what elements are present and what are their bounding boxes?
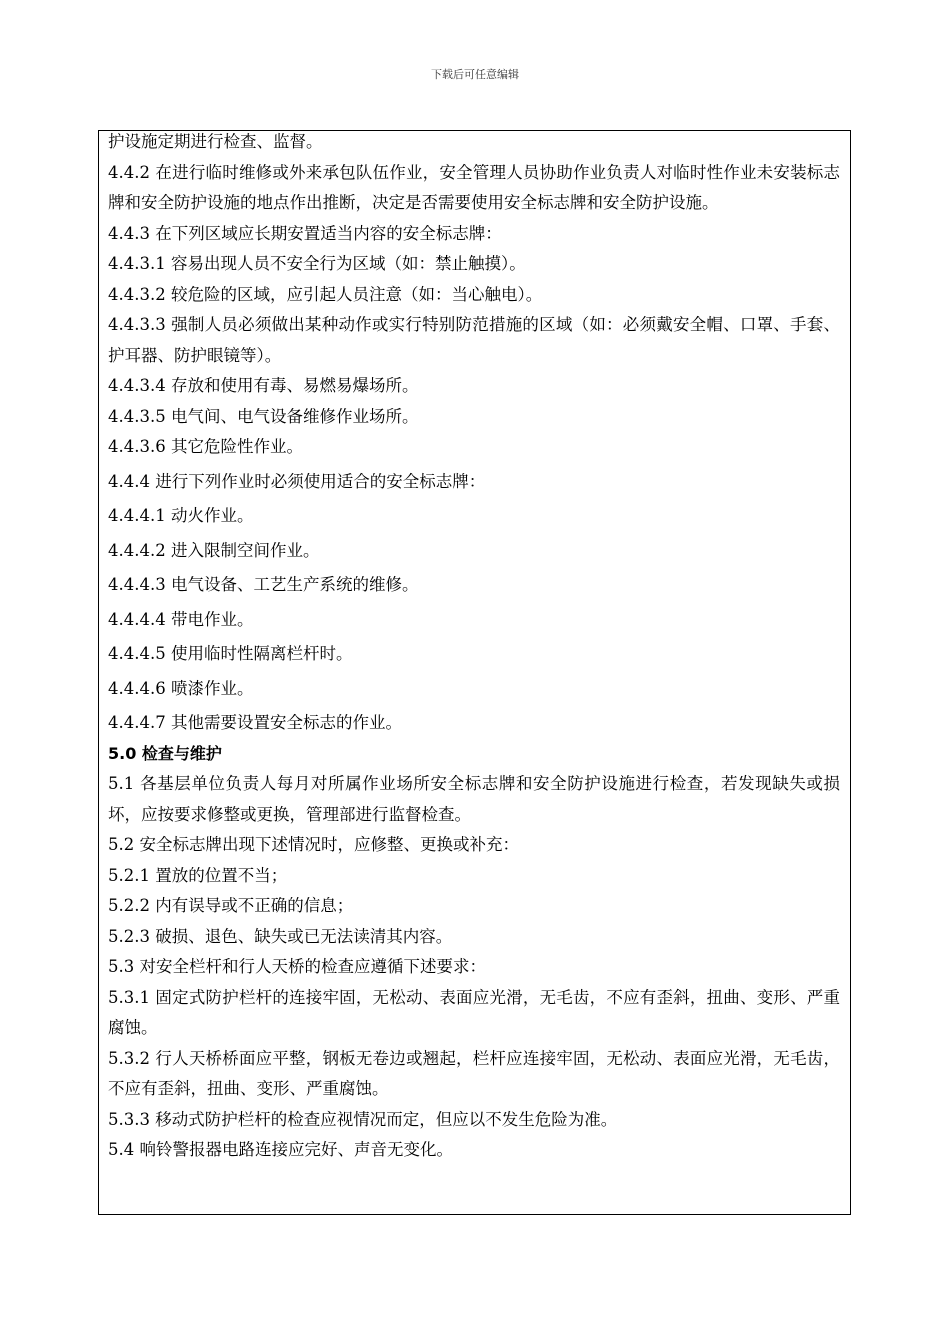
- paragraph: 4.4.4.2 进入限制空间作业。: [108, 540, 320, 560]
- paragraph: 4.4.4.7 其他需要设置安全标志的作业。: [108, 713, 402, 732]
- paragraph: 5.3.3 移动式防护栏杆的检查应视情况而定，但应以不发生危险为准。: [108, 1109, 618, 1129]
- document-content-box: [98, 130, 851, 1215]
- paragraph: 4.4.3.4 存放和使用有毒、易燃易爆场所。: [108, 376, 419, 395]
- paragraph: 4.4.4.1 动火作业。: [108, 506, 254, 525]
- paragraph: 4.4.4.4 带电作业。: [108, 609, 254, 629]
- paragraph: 4.4.4 进行下列作业时必须使用适合的安全标志牌：: [108, 471, 486, 491]
- paragraph: 5.1 各基层单位负责人每月对所属作业场所安全标志牌和安全防护设施进行检查，若发现缺失或损坏，应按要求修整或更换，管理部进行监督检查。: [108, 774, 840, 824]
- paragraph: 4.4.3.1 容易出现人员不安全行为区域（如：禁止触摸）。: [108, 254, 526, 273]
- paragraph: 4.4.4.3 电气设备、工艺生产系统的维修。: [108, 575, 419, 594]
- paragraph: 4.4.3.5 电气间、电气设备维修作业场所。: [108, 406, 419, 426]
- paragraph: 4.4.4.6 喷漆作业。: [108, 678, 254, 698]
- paragraph: 5.3.1 固定式防护栏杆的连接牢固，无松动、表面应光滑，无毛齿，不应有歪斜，扭曲、变形、严重腐蚀。: [108, 987, 840, 1037]
- paragraph: 4.4.3.2 较危险的区域，应引起人员注意（如：当心触电）。: [108, 284, 543, 304]
- paragraph: 5.3.2 行人天桥桥面应平整，钢板无卷边或翘起，栏杆应连接牢固，无松动、表面应光滑，无毛齿，不应有歪斜，扭曲、变形、严重腐蚀。: [108, 1048, 840, 1098]
- paragraph: 4.4.2 在进行临时维修或外来承包队伍作业，安全管理人员协助作业负责人对临时性作业未安装标志牌和安全防护设施的地点作出推断，决定是否需要使用安全标志牌和安全防护设施。: [108, 162, 840, 212]
- section-heading: 5.0 检查与维护: [108, 743, 222, 763]
- page-header-note: 下载后可任意编辑: [431, 68, 519, 81]
- paragraph: 护设施定期进行检查、监督。: [108, 132, 323, 151]
- paragraph: 5.2.2 内有误导或不正确的信息；: [108, 896, 354, 915]
- paragraph: 4.4.3 在下列区域应长期安置适当内容的安全标志牌：: [108, 223, 502, 243]
- paragraph: 5.2.1 置放的位置不当；: [108, 865, 288, 885]
- paragraph: 5.3 对安全栏杆和行人天桥的检查应遵循下述要求：: [108, 957, 486, 976]
- paragraph: 4.4.3.3 强制人员必须做出某种动作或实行特别防范措施的区域（如：必须戴安全帽、口罩、手套、护耳器、防护眼镜等）。: [108, 315, 840, 365]
- paragraph: 5.2 安全标志牌出现下述情况时，应修整、更换或补充：: [108, 835, 519, 854]
- paragraph: 5.4 响铃警报器电路连接应完好、声音无变化。: [108, 1140, 453, 1159]
- paragraph: 4.4.4.5 使用临时性隔离栏杆时。: [108, 644, 353, 663]
- paragraph: 4.4.3.6 其它危险性作业。: [108, 437, 303, 456]
- paragraph: 5.2.3 破损、退色、缺失或已无法读清其内容。: [108, 926, 453, 946]
